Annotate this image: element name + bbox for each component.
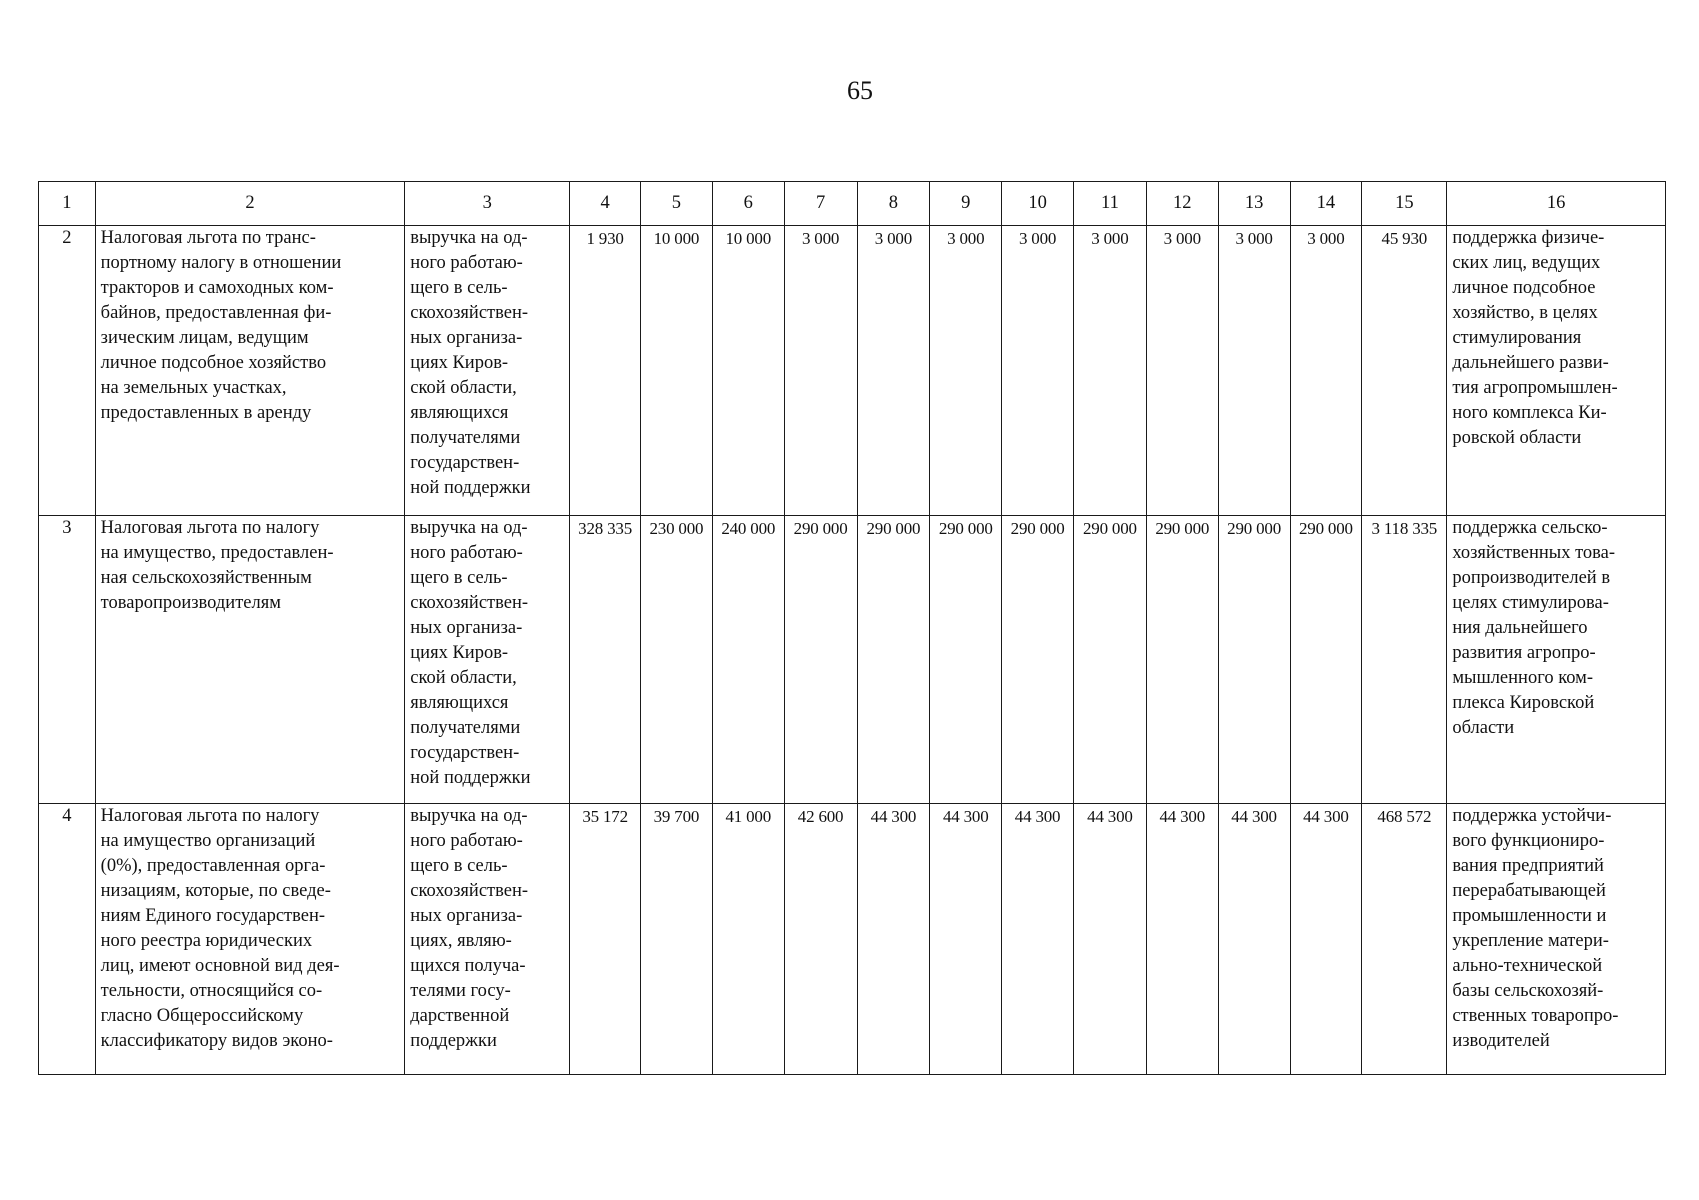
benefit-name-cell — [95, 226, 405, 516]
value-cell: 44 300 — [1146, 804, 1218, 1075]
header-row — [39, 182, 1666, 226]
column-header: 10 — [1002, 182, 1074, 226]
column-header: 4 — [570, 182, 641, 226]
total-cell: 3 118 335 — [1362, 516, 1447, 804]
indicator-text: выручка на од- ного работаю- щего в сель- скохозяйствен- ных организа- циях, являю- щихся получа- телями госу- дарственной поддержки — [410, 806, 529, 1051]
value-cell: 290 000 — [1074, 516, 1147, 804]
column-header: 1 — [39, 182, 96, 226]
value-cell: 328 335 — [570, 516, 641, 804]
value-cell: 3 000 — [1218, 226, 1290, 516]
indicator-text: выручка на од- ного работаю- щего в сель- скохозяйствен- ных организа- циях Киров- ской области, являющихся получателями государствен- ной поддержки — [410, 228, 531, 498]
column-header: 14 — [1290, 182, 1362, 226]
value-cell: 44 300 — [1218, 804, 1290, 1075]
column-header: 15 — [1362, 182, 1447, 226]
indicator-cell — [405, 804, 570, 1075]
benefit-name: Налоговая льгота по налогу на имущество, предоставлен- ная сельскохозяйственным товаропроизводителям — [100, 518, 334, 613]
column-header: 7 — [784, 182, 857, 226]
value-cell: 10 000 — [712, 226, 784, 516]
goal-text: поддержка устойчи- вого функциониро- вания предприятий перерабатывающей промышленности и укрепление матери- ально-технической базы сельскохозяй- ственных товаропро- изводителей — [1452, 806, 1619, 1051]
value-cell: 3 000 — [930, 226, 1002, 516]
column-header: 12 — [1146, 182, 1218, 226]
column-header: 8 — [857, 182, 930, 226]
column-header: 9 — [930, 182, 1002, 226]
value-cell: 290 000 — [1290, 516, 1362, 804]
value-cell: 3 000 — [1146, 226, 1218, 516]
page-number: 65 — [847, 76, 873, 105]
table-row — [39, 516, 1666, 804]
benefit-name: Налоговая льгота по налогу на имущество организаций (0%), предоставленная орга- низациям, которые, по сведе- ниям Единого государствен- ного реестра юридических лиц, имеют основной вид дея- тельности, относящийся со- гласно Общероссийскому классификатору видов эконо- — [100, 806, 340, 1051]
value-cell: 39 700 — [641, 804, 713, 1075]
value-cell: 44 300 — [1074, 804, 1147, 1075]
value-cell: 3 000 — [857, 226, 930, 516]
goal-text: поддержка физиче- ских лиц, ведущих личное подсобное хозяйство, в целях стимулирования дальнейшего разви- тия агропромышлен- ного комплекса Ки- ровской области — [1452, 228, 1618, 448]
column-header: 2 — [95, 182, 405, 226]
value-cell: 44 300 — [1002, 804, 1074, 1075]
value-cell: 290 000 — [1146, 516, 1218, 804]
table-row — [39, 804, 1666, 1075]
value-cell: 290 000 — [784, 516, 857, 804]
row-index: 3 — [39, 516, 96, 804]
value-cell: 42 600 — [784, 804, 857, 1075]
column-header: 5 — [641, 182, 713, 226]
total-cell: 468 572 — [1362, 804, 1447, 1075]
benefit-name-cell — [95, 804, 405, 1075]
value-cell: 290 000 — [930, 516, 1002, 804]
value-cell: 290 000 — [1002, 516, 1074, 804]
column-header: 3 — [405, 182, 570, 226]
value-cell: 240 000 — [712, 516, 784, 804]
value-cell: 3 000 — [1074, 226, 1147, 516]
value-cell: 230 000 — [641, 516, 713, 804]
row-index: 4 — [39, 804, 96, 1075]
tax-benefits-table — [38, 181, 1666, 1075]
column-header: 16 — [1447, 182, 1666, 226]
value-cell: 3 000 — [1290, 226, 1362, 516]
value-cell: 44 300 — [930, 804, 1002, 1075]
value-cell: 10 000 — [641, 226, 713, 516]
row-index: 2 — [39, 226, 96, 516]
goal-cell — [1447, 804, 1666, 1075]
value-cell: 41 000 — [712, 804, 784, 1075]
indicator-text: выручка на од- ного работаю- щего в сель- скохозяйствен- ных организа- циях Киров- ской области, являющихся получателями государствен- ной поддержки — [410, 518, 531, 788]
value-cell: 3 000 — [784, 226, 857, 516]
value-cell: 35 172 — [570, 804, 641, 1075]
indicator-cell — [405, 226, 570, 516]
value-cell: 1 930 — [570, 226, 641, 516]
benefit-name-cell — [95, 516, 405, 804]
goal-cell — [1447, 516, 1666, 804]
goal-text: поддержка сельско- хозяйственных това- ропроизводителей в целях стимулирова- ния дальнейшего развития агропро- мышленного ком- плекса Кировской области — [1452, 518, 1616, 738]
indicator-cell — [405, 516, 570, 804]
column-header: 6 — [712, 182, 784, 226]
table-row — [39, 226, 1666, 516]
total-cell: 45 930 — [1362, 226, 1447, 516]
value-cell: 44 300 — [857, 804, 930, 1075]
column-header: 11 — [1074, 182, 1147, 226]
value-cell: 44 300 — [1290, 804, 1362, 1075]
goal-cell — [1447, 226, 1666, 516]
value-cell: 3 000 — [1002, 226, 1074, 516]
column-header: 13 — [1218, 182, 1290, 226]
value-cell: 290 000 — [857, 516, 930, 804]
benefit-name: Налоговая льгота по транс- портному налогу в отношении тракторов и самоходных ком- байнов, предоставленная фи- зическим лицам, ведущим личное подсобное хозяйство на земельных участках, предоставленных в аренду — [100, 228, 342, 423]
value-cell: 290 000 — [1218, 516, 1290, 804]
